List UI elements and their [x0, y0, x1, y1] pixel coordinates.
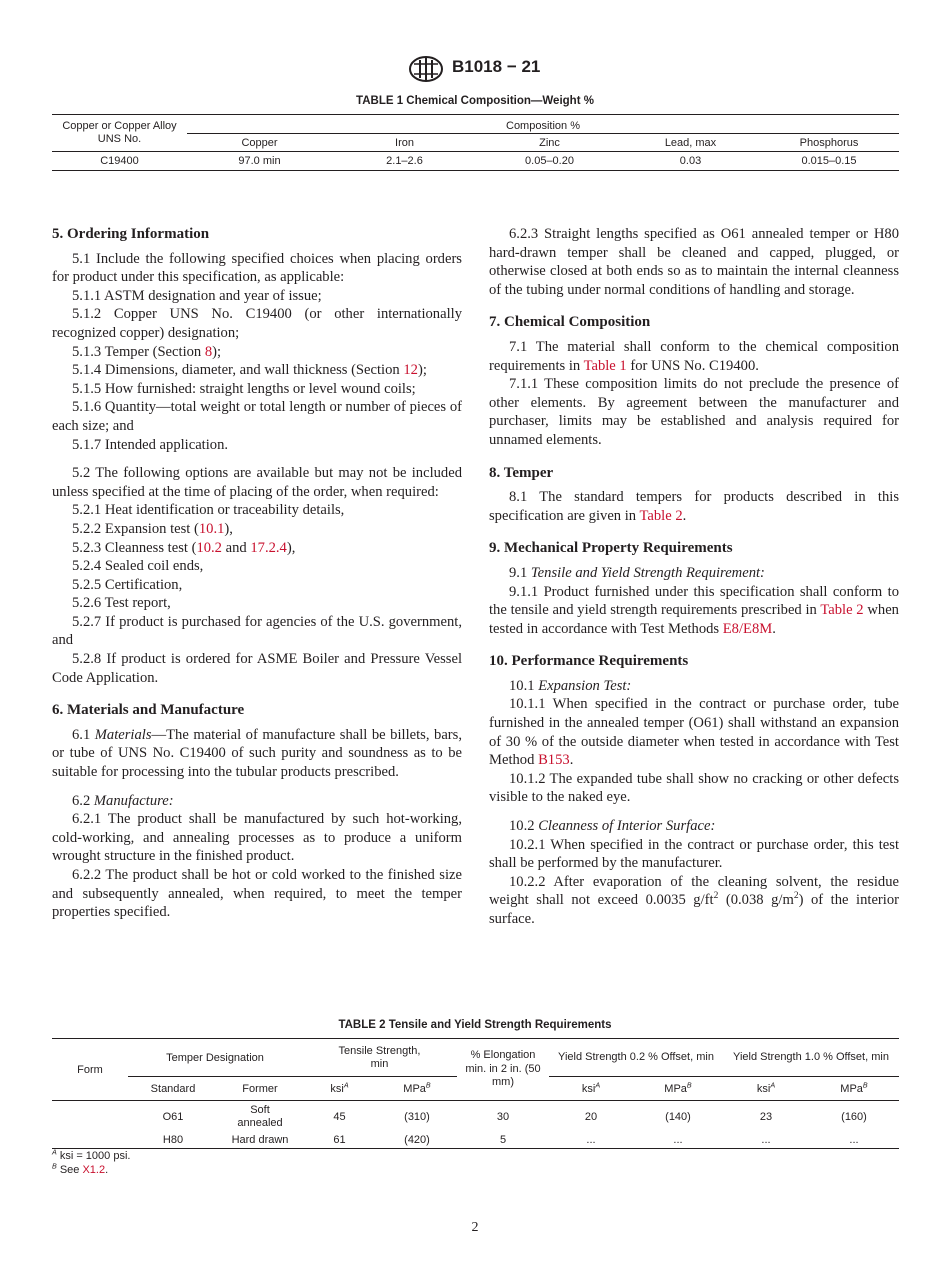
table2-header-former: Former — [242, 1082, 278, 1095]
table2-header-yield-02: Yield Strength 0.2 % Offset, min — [549, 1039, 723, 1077]
para-5-1-7: 5.1.7 Intended application. — [72, 436, 229, 453]
e8-e8m-link[interactable]: E8/E8M — [722, 620, 773, 637]
section-5-title: 5. Ordering Information — [52, 226, 210, 242]
table1-cell: 0.015–0.15 — [801, 155, 857, 167]
table1-caption: TABLE 1 Chemical Composition—Weight % — [356, 95, 594, 107]
table2-header-yield-10: Yield Strength 1.0 % Offset, min — [723, 1039, 899, 1077]
section-10-2-link[interactable]: 10.2 — [196, 539, 222, 556]
section-8-title: 8. Temper — [489, 464, 554, 481]
table-row — [52, 1101, 899, 1133]
table2-cell: (420) — [404, 1134, 430, 1147]
section-10-title: 10. Performance Requirements — [489, 653, 689, 670]
para-10-2-1: 10.2.1 When specified in the contract or purchase order, this test shall be performed by the manufacturer. — [489, 836, 899, 872]
para-6-2-1: 6.2.1 The product shall be manufactured by such hot-working, cold-working, and annealing processes as to produce a uniform wrought structure in the finished product. — [52, 811, 462, 865]
table2-cell: 20 — [584, 1110, 598, 1123]
para-6-2: 6.2 Manufacture: — [72, 792, 174, 809]
table2-cell: (310) — [404, 1110, 430, 1123]
table2 — [52, 1038, 899, 1149]
section-12-link[interactable]: 12 — [403, 362, 418, 379]
footnote-a: $^A$ ksi = 1000 psi. — [52, 1148, 131, 1162]
x1-2-link[interactable]: X1.2 — [82, 1164, 106, 1176]
section-7-title: 7. Chemical Composition — [489, 314, 651, 331]
para-5-1-4: 5.1.4 Dimensions, diameter, and wall thickness (Section 12); — [72, 362, 427, 379]
section-6-title: 6. Materials and Manufacture — [52, 702, 245, 719]
table2-header-mpa: MPa$^B$ — [664, 1080, 692, 1095]
table1-row-header: Copper or Copper Alloy UNS No. — [62, 120, 177, 145]
table1-cell: 97.0 min — [238, 155, 281, 167]
footnote-b: $^B$ See X1.2. — [52, 1162, 109, 1176]
table2-header-elongation: % Elongation min. in 2 in. (50 mm) — [465, 1049, 541, 1089]
table1-col-header: Copper — [241, 136, 278, 149]
table2-header-ksi: ksi$^A$ — [581, 1080, 601, 1095]
para-5-1-3: 5.1.3 Temper (Section 8); — [72, 343, 222, 360]
table2-header-form: Form — [77, 1063, 103, 1076]
para-5-1-6: 5.1.6 Quantity—total weight or total length or number of pieces of each size; and — [52, 399, 462, 434]
table2-cell: 23 — [759, 1110, 773, 1123]
table2-cell: ... — [849, 1134, 859, 1147]
para-10-1: 10.1 Expansion Test: — [509, 677, 632, 694]
left-column — [52, 225, 462, 922]
table-row — [52, 152, 899, 171]
page-header — [0, 55, 950, 85]
table1-col-header: Lead, max — [664, 136, 717, 149]
para-7-1-1: 7.1.1 These composition limits do not preclude the presence of other elements. By agreement between the manufacturer and purchaser, limits may be established and analysis required for unnamed elements. — [489, 376, 899, 448]
table2-cell: 30 — [496, 1110, 510, 1123]
table2-cell: Soft annealed — [237, 1103, 283, 1129]
table2-cell: 61 — [333, 1134, 346, 1147]
table2-cell: ... — [761, 1134, 771, 1147]
table2-link[interactable]: Table 2 — [639, 507, 683, 524]
table2-cell — [52, 1101, 128, 1133]
para-8-1: 8.1 The standard tempers for products described in this specification are given in Table 2. — [489, 489, 899, 524]
table1-link[interactable]: Table 1 — [583, 357, 627, 374]
standard-designation: B1018 − 21 — [452, 57, 541, 76]
table1-cell: 0.03 — [679, 155, 702, 167]
section-8-link[interactable]: 8 — [204, 343, 213, 360]
table2-link[interactable]: Table 2 — [820, 602, 864, 619]
para-5-2: 5.2 The following options are available but may not be included unless specified at the time of placing of the order, when required: — [52, 465, 462, 500]
para-10-2: 10.2 Cleanness of Interior Surface: — [509, 818, 716, 835]
para-5-2-3: 5.2.3 Cleanness test (10.2 and 17.2.4), — [72, 539, 296, 556]
table2-header-temper: Temper Designation — [128, 1039, 302, 1077]
para-5-2-5: 5.2.5 Certification, — [72, 576, 183, 593]
b153-link[interactable]: B153 — [538, 752, 570, 769]
right-column — [489, 225, 899, 929]
table2-cell: O61 — [162, 1110, 184, 1123]
table2-cell: ... — [673, 1134, 683, 1147]
table1-cell: C19400 — [100, 155, 139, 167]
para-5-1: 5.1 Include the following specified choices when placing orders for product under this specification, as applicable: — [52, 250, 462, 286]
table-row — [52, 1133, 899, 1149]
table2-cell — [52, 1133, 128, 1149]
table1-col-header: Iron — [395, 136, 414, 149]
para-5-1-1: 5.1.1 ASTM designation and year of issue; — [72, 287, 322, 304]
para-5-1-2: 5.1.2 Copper UNS No. C19400 (or other internationally recognized copper) designation; — [52, 306, 462, 341]
table2-header-standard: Standard — [150, 1082, 196, 1095]
page-number: 2 — [471, 1220, 479, 1235]
section-10-1-link[interactable]: 10.1 — [198, 520, 225, 537]
para-5-2-2: 5.2.2 Expansion test (10.1), — [72, 520, 233, 537]
para-10-1-1: 10.1.1 When specified in the contract or purchase order, tube furnished in the annealed temper (O61) shall withstand an expansion of 30 % of the outside diameter when tested in accordance with Test Method B153. — [489, 696, 899, 769]
para-6-2-3: 6.2.3 Straight lengths specified as O61 annealed temper or H80 hard-drawn temper shall be cleaned and capped, plugged, or otherwise closed at both ends so as to maintain the internal cleanness of the tubing under normal conditions of handling and storage. — [489, 226, 899, 298]
para-6-2-2: 6.2.2 The product shall be hot or cold worked to the finished size and subsequently annealed, when required, to meet the temper properties specified. — [52, 867, 462, 921]
table2-cell: ... — [586, 1134, 596, 1147]
para-7-1: 7.1 The material shall conform to the chemical composition requirements in Table 1 for UNS No. C19400. — [489, 338, 899, 374]
table1-col-header: Phosphorus — [799, 136, 859, 149]
para-5-2-6: 5.2.6 Test report, — [72, 595, 171, 612]
table2-cell: Hard drawn — [231, 1134, 289, 1147]
table1-group-header: Composition % — [187, 115, 899, 134]
para-9-1-1: 9.1.1 Product furnished under this specification shall conform to the tensile and yield strength requirements prescribed in Table 2 when tested in accordance with Test Methods E8/E8M. — [489, 583, 899, 637]
table2-header-ksi: ksi$^A$ — [756, 1080, 776, 1095]
para-10-2-2: 10.2.2 After evaporation of the cleaning solvent, the residue weight shall not exceed 0.0035 $g/ft^2$ (0.038 $g/m^2$) of the interior surface. — [489, 873, 899, 927]
para-10-1-2: 10.1.2 The expanded tube shall show no cracking or other defects visible to the naked eye. — [489, 770, 899, 806]
para-5-2-1: 5.2.1 Heat identification or traceability details, — [72, 502, 345, 519]
para-5-2-8: 5.2.8 If product is ordered for ASME Boiler and Pressure Vessel Code Application. — [52, 651, 462, 686]
section-9-title: 9. Mechanical Property Requirements — [489, 540, 733, 557]
table2-header-mpa: MPa$^B$ — [403, 1080, 431, 1095]
table2-cell: (140) — [665, 1110, 691, 1123]
table1 — [52, 114, 899, 171]
table1-col-header: Zinc — [539, 136, 560, 149]
table2-cell: H80 — [162, 1134, 184, 1147]
para-5-2-7: 5.2.7 If product is purchased for agencies of the U.S. government, and — [52, 613, 462, 649]
table2-caption: TABLE 2 Tensile and Yield Strength Requirements — [338, 1019, 612, 1031]
para-5-1-5: 5.1.5 How furnished: straight lengths or level wound coils; — [72, 380, 416, 397]
table1-cell: 0.05–0.20 — [525, 155, 574, 167]
para-6-1: 6.1 Materials—The material of manufacture shall be billets, bars, or tube of UNS No. C19400 of such purity and soundness as to be suitable for processing into the tubular products prescribed. — [52, 726, 462, 781]
para-9-1: 9.1 Tensile and Yield Strength Requirement: — [509, 564, 765, 581]
table2-header-mpa: MPa$^B$ — [840, 1080, 868, 1095]
table2-header-ksi: ksi$^A$ — [330, 1080, 349, 1095]
table2-cell: 5 — [499, 1134, 507, 1147]
table2-cell: 45 — [333, 1110, 346, 1123]
astm-logo-icon — [408, 55, 444, 83]
table2-cell: (160) — [841, 1110, 867, 1123]
table1-cell: 2.1–2.6 — [386, 155, 423, 167]
section-17-2-4-link[interactable]: 17.2.4 — [250, 539, 287, 556]
para-5-2-4: 5.2.4 Sealed coil ends, — [72, 558, 204, 575]
table2-header-tensile: Tensile Strength, min — [302, 1039, 457, 1077]
